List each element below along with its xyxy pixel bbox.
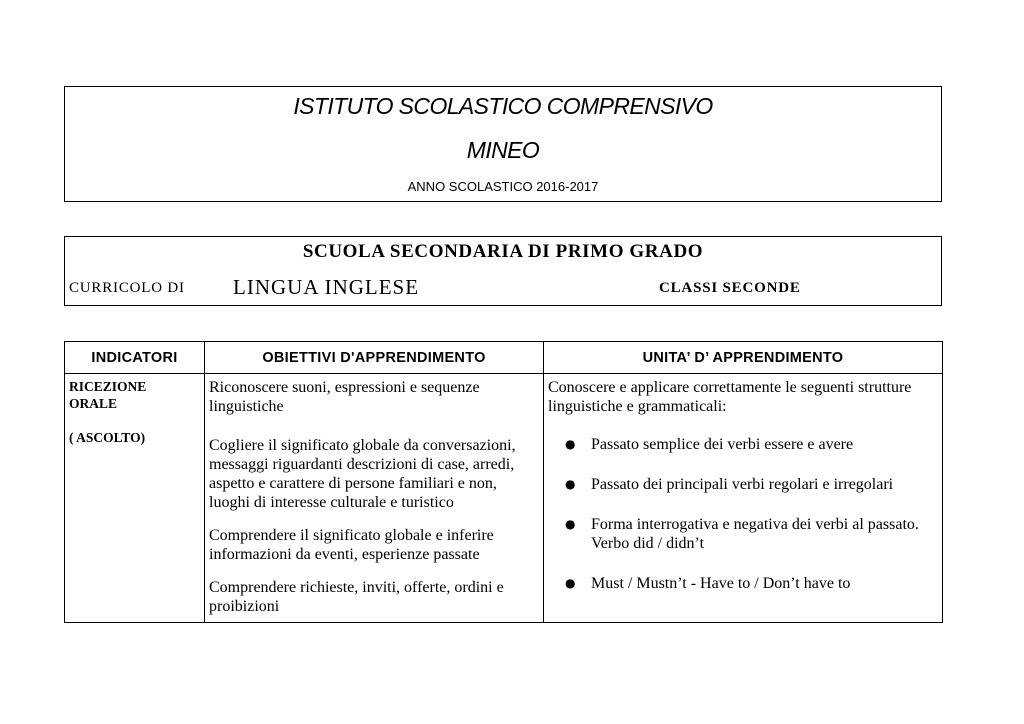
units-list	[548, 435, 938, 593]
objective-item: Comprendere richieste, inviti, offerte, ordini e proibizioni	[209, 579, 504, 615]
unit-item-text: Must / Mustn’t - Have to / Don’t have to	[591, 575, 851, 592]
indicator-line2: ORALE	[69, 396, 118, 411]
school-name: ISTITUTO SCOLASTICO COMPRENSIVO	[293, 93, 713, 119]
bullet-icon: ●	[565, 437, 576, 451]
list-item	[548, 574, 938, 593]
school-year: ANNO SCOLASTICO 2016-2017	[407, 179, 599, 194]
school-town: MINEO	[466, 137, 540, 163]
header-box	[64, 86, 942, 202]
list-item	[548, 515, 938, 553]
bullet-icon: ●	[565, 576, 576, 590]
unit-item-text: Passato semplice dei verbi essere e avere	[591, 436, 854, 453]
units-cell	[544, 374, 943, 623]
curriculum-box	[64, 236, 942, 306]
objective-item: Cogliere il significato globale da conversazioni, messaggi riguardanti descrizioni di case, arredi, aspetto e carattere di persone familiari e non, luoghi di interesse culturale e turistico	[209, 437, 516, 511]
curriculum-classes: CLASSI SECONDE	[659, 280, 801, 296]
table-header-row	[65, 342, 943, 374]
unit-item-text: Forma interrogativa e negativa dei verbi al passato. Verbo did / didn’t	[591, 516, 919, 552]
bullet-icon: ●	[565, 477, 576, 491]
curriculum-prefix: CURRICOLO DI	[69, 280, 185, 296]
indicator-cell	[65, 374, 205, 623]
header-indicatori: INDICATORI	[65, 342, 205, 374]
school-level: SCUOLA SECONDARIA DI PRIMO GRADO	[302, 241, 704, 262]
list-item	[548, 475, 938, 494]
curriculum-subject: LINGUA INGLESE	[233, 275, 420, 299]
table-row	[65, 374, 943, 623]
bullet-icon: ●	[565, 517, 576, 531]
list-item	[548, 435, 938, 454]
indicator-line1: RICEZIONE	[69, 379, 147, 394]
units-intro: Conoscere e applicare correttamente le seguenti strutture linguistiche e grammaticali:	[548, 379, 912, 415]
objective-item: Comprendere il significato globale e inferire informazioni da eventi, esperienze passate	[209, 527, 494, 563]
indicator-sub: ( ASCOLTO)	[69, 430, 146, 445]
unit-item-text: Passato dei principali verbi regolari e irregolari	[591, 476, 894, 493]
header-unita: UNITA’ D’ APPRENDIMENTO	[544, 342, 943, 374]
objective-item: Riconoscere suoni, espressioni e sequenze linguistiche	[209, 379, 480, 415]
objectives-cell	[205, 374, 544, 623]
curriculum-table	[64, 341, 943, 623]
header-obiettivi: OBIETTIVI D'APPRENDIMENTO	[205, 342, 544, 374]
